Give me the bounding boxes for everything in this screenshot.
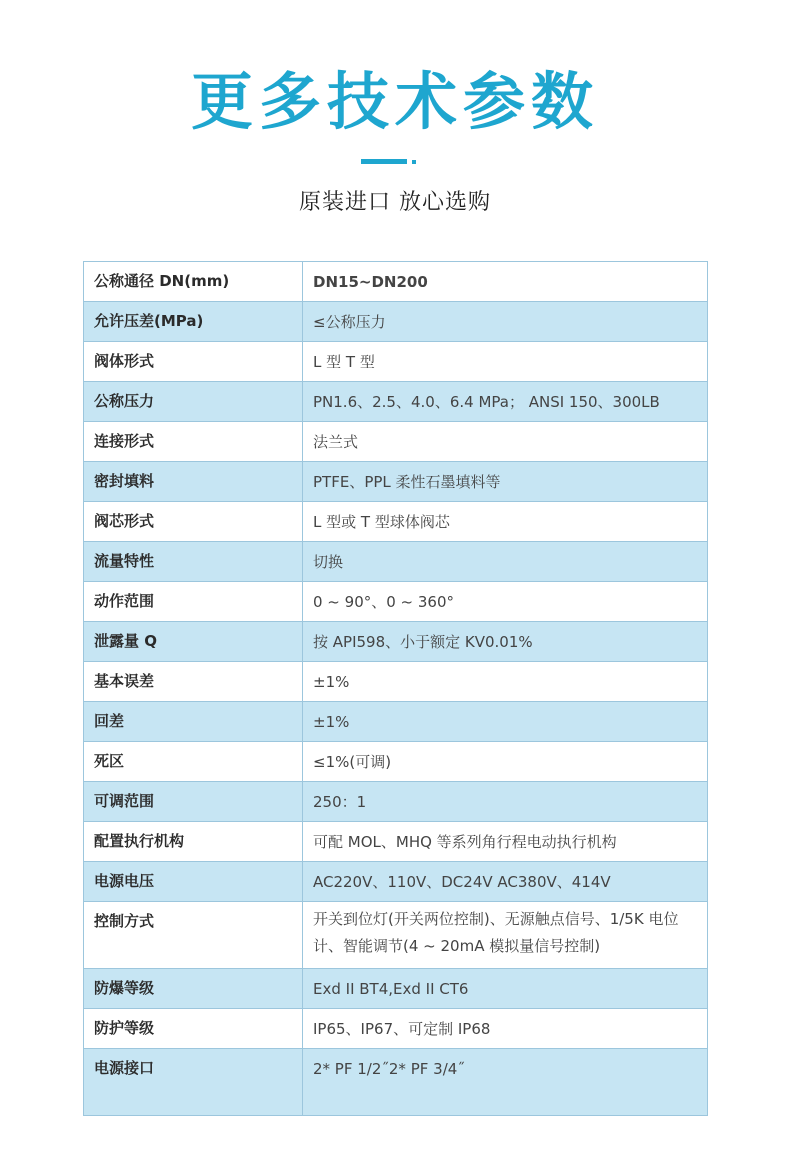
spec-key: 连接形式 [84, 422, 303, 462]
spec-value: 250：1 [303, 782, 708, 822]
spec-row-hysteresis [84, 702, 708, 742]
spec-key: 公称压力 [84, 382, 303, 422]
spec-row-core-type [84, 502, 708, 542]
spec-key: 基本误差 [84, 662, 303, 702]
spec-row-power-interface [84, 1049, 708, 1116]
page-title: 更多技术参数 [190, 65, 599, 138]
spec-row-protection-grade [84, 1009, 708, 1049]
spec-value: ≤公称压力 [303, 302, 708, 342]
spec-key: 防爆等级 [84, 969, 303, 1009]
spec-row-basic-error [84, 662, 708, 702]
spec-row-dead-zone [84, 742, 708, 782]
spec-value: ±1% [303, 662, 708, 702]
spec-value: ≤1%(可调) [303, 742, 708, 782]
spec-key: 阀体形式 [84, 342, 303, 382]
spec-value: 可配 MOL、MHQ 等系列角行程电动执行机构 [303, 822, 708, 862]
spec-row-body-type [84, 342, 708, 382]
spec-value: PTFE、PPL 柔性石墨填料等 [303, 462, 708, 502]
spec-value: 2* PF 1/2˝2* PF 3/4˝ [303, 1049, 708, 1116]
spec-key: 电源电压 [84, 862, 303, 902]
spec-value: 切换 [303, 542, 708, 582]
spec-row-allowed-pressure-diff [84, 302, 708, 342]
spec-key: 公称通径 DN(mm) [84, 262, 303, 302]
spec-key: 阀芯形式 [84, 502, 303, 542]
spec-value: L 型 T 型 [303, 342, 708, 382]
spec-value: ±1% [303, 702, 708, 742]
spec-key: 死区 [84, 742, 303, 782]
spec-key: 控制方式 [84, 902, 303, 969]
spec-value: IP65、IP67、可定制 IP68 [303, 1009, 708, 1049]
spec-row-connection [84, 422, 708, 462]
spec-key: 流量特性 [84, 542, 303, 582]
spec-key: 泄露量 Q [84, 622, 303, 662]
spec-row-leakage [84, 622, 708, 662]
spec-row-nominal-pressure [84, 382, 708, 422]
spec-value: 按 API598、小于额定 KV0.01% [303, 622, 708, 662]
spec-value: PN1.6、2.5、4.0、6.4 MPa； ANSI 150、300LB [303, 382, 708, 422]
spec-value: Exd II BT4,Exd II CT6 [303, 969, 708, 1009]
spec-row-supply-voltage [84, 862, 708, 902]
spec-value: DN15~DN200 [303, 262, 708, 302]
title-divider-dot [412, 160, 416, 164]
spec-key: 回差 [84, 702, 303, 742]
page-subtitle: 原装进口 放心选购 [299, 190, 491, 215]
spec-key: 允许压差(MPa) [84, 302, 303, 342]
spec-key: 电源接口 [84, 1049, 303, 1116]
spec-table [83, 261, 708, 1116]
spec-row-action-range [84, 582, 708, 622]
title-divider [361, 159, 407, 164]
spec-row-actuator [84, 822, 708, 862]
spec-row-nominal-diameter [84, 262, 708, 302]
spec-row-adjustable-range [84, 782, 708, 822]
spec-value: 开关到位灯(开关两位控制)、无源触点信号、1/5K 电位计、智能调节(4 ~ 20mA 模拟量信号控制) [303, 902, 708, 969]
spec-key: 密封填料 [84, 462, 303, 502]
spec-row-control-mode [84, 902, 708, 969]
spec-row-packing [84, 462, 708, 502]
spec-key: 配置执行机构 [84, 822, 303, 862]
spec-value: L 型或 T 型球体阀芯 [303, 502, 708, 542]
spec-key: 可调范围 [84, 782, 303, 822]
spec-value: 0 ~ 90°、0 ~ 360° [303, 582, 708, 622]
spec-key: 动作范围 [84, 582, 303, 622]
spec-key: 防护等级 [84, 1009, 303, 1049]
spec-value: 法兰式 [303, 422, 708, 462]
spec-value: AC220V、110V、DC24V AC380V、414V [303, 862, 708, 902]
spec-row-flow-characteristic [84, 542, 708, 582]
spec-row-explosion-proof [84, 969, 708, 1009]
